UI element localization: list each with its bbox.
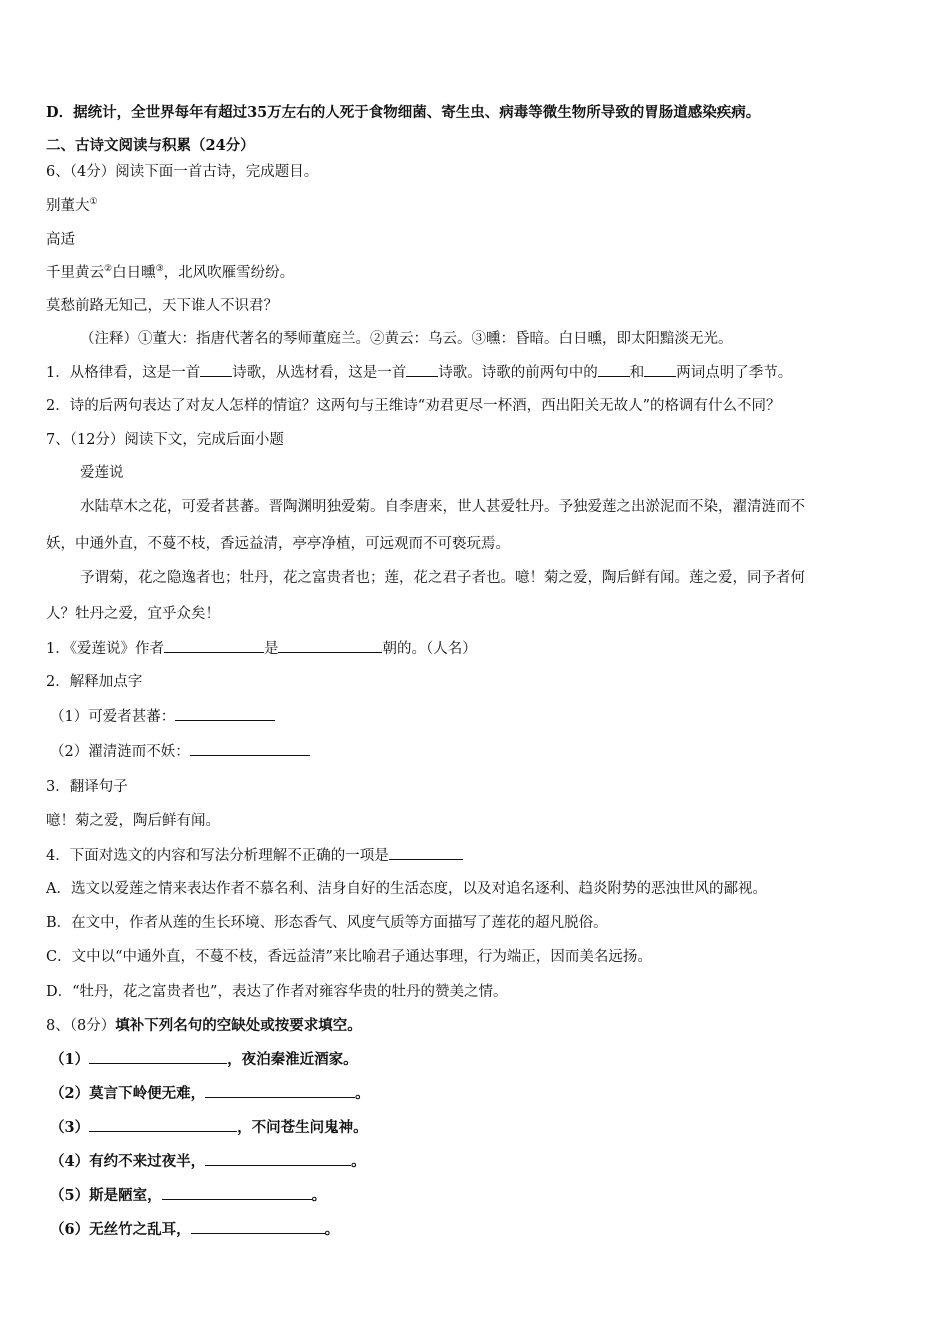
- note-marker: ③: [155, 264, 164, 275]
- question-7-2-1: [50, 706, 910, 727]
- q-text: 。: [351, 1153, 366, 1170]
- question-8: [46, 1016, 910, 1036]
- q-text: （3）: [50, 1119, 90, 1136]
- poem-text: ，北风吹雁雪纷纷。: [163, 265, 295, 281]
- answer-blank[interactable]: [389, 845, 463, 860]
- q-text: ，不问苍生问鬼神。: [237, 1119, 368, 1136]
- answer-blank[interactable]: [164, 638, 264, 653]
- answer-blank[interactable]: [200, 362, 232, 377]
- q-text: ，夜泊秦淮近酒家。: [227, 1051, 358, 1068]
- passage-p2-line2: 人？牡丹之爱，宜乎众矣！: [46, 606, 220, 622]
- answer-blank[interactable]: [205, 1151, 351, 1166]
- poem-text: 千里黄云: [46, 265, 104, 281]
- question-8-1: [50, 1049, 910, 1070]
- q-text: 诗歌，从选材看，这是一首: [232, 365, 407, 381]
- q-text: 。: [324, 1221, 340, 1238]
- poem-line-1: [46, 263, 910, 283]
- question-6-2: 2．诗的后两句表达了对友人怎样的情谊？这两句与王维诗“劝君更尽一杯酒，西出阳关无故人”的格调有什么不同？: [46, 398, 781, 414]
- q-text: 两词点明了季节。: [676, 365, 793, 381]
- passage-p1-line1: 水陆草木之花，可爱者甚蕃。晋陶渊明独爱菊。自李唐来，世人甚爱牡丹。予独爱莲之出淤泥而不染，濯清涟而不: [80, 499, 805, 515]
- question-7-3-sentence: 噫！菊之爱，陶后鲜有闻。: [46, 813, 220, 829]
- q-text: （4）有约不来过夜半，: [50, 1153, 206, 1170]
- poem-text: 白日曛: [112, 265, 156, 281]
- passage-title: 爱莲说: [80, 465, 124, 481]
- answer-blank[interactable]: [190, 741, 310, 756]
- q-text: （6）无丝竹之乱耳，: [50, 1221, 191, 1238]
- q-text: （2）濯清涟而不妖：: [50, 744, 190, 760]
- question-7: 7、（12分）阅读下文，完成后面小题: [46, 432, 284, 448]
- poem-notes: （注释）①董大：指唐代著名的琴师董庭兰。②黄云：乌云。③曛：昏暗。白日曛，即太阳黯淡无光。: [80, 331, 733, 347]
- question-6-1: [46, 362, 910, 383]
- q-text: 是: [263, 641, 279, 657]
- q-text: （1）: [50, 1051, 90, 1068]
- question-7-2: 2．解释加点字: [46, 674, 143, 690]
- question-7-1: [46, 638, 910, 659]
- q-text: 。: [311, 1187, 327, 1204]
- section-heading: 二、古诗文阅读与积累（24分）: [46, 137, 255, 154]
- answer-blank[interactable]: [598, 362, 630, 377]
- q-text: 1．从格律看，这是一首: [46, 365, 201, 381]
- answer-blank[interactable]: [89, 1049, 227, 1064]
- answer-blank[interactable]: [205, 1083, 355, 1098]
- poem-title-text: 别董大: [46, 198, 90, 214]
- option-a: A．选文以爱莲之情来表达作者不慕名利、洁身自好的生活态度，以及对追名逐利、趋炎附势的恶浊世风的鄙视。: [46, 881, 767, 897]
- answer-blank[interactable]: [644, 362, 676, 377]
- note-marker: ①: [89, 197, 98, 208]
- answer-blank[interactable]: [278, 638, 382, 653]
- passage-p1-line2: 妖，中通外直，不蔓不枝，香远益清，亭亭净植，可远观而不可亵玩焉。: [46, 536, 510, 552]
- q-text: 1．《爱莲说》作者: [46, 641, 164, 657]
- poem-author: 高适: [46, 232, 75, 248]
- q-text: （1）可爱者甚蕃：: [50, 709, 176, 725]
- poem-line-2: 莫愁前路无知己，天下谁人不识君？: [46, 298, 278, 314]
- q-text: 诗歌。诗歌的前两句中的: [438, 365, 598, 381]
- q-text: 4．下面对选文的内容和写法分析理解不正确的一项是: [46, 848, 389, 864]
- q-text: 朝的。（人名）: [382, 641, 477, 657]
- option-c: C．文中以“中通外直，不蔓不枝，香远益清”来比喻君子通达事理，行为端正，因而美名远扬。: [46, 949, 652, 965]
- question-7-4: [46, 845, 910, 866]
- q-text: （2）莫言下岭便无难，: [50, 1085, 206, 1102]
- answer-blank[interactable]: [406, 362, 438, 377]
- passage-p2-line1: 予谓菊，花之隐逸者也；牡丹，花之富贵者也；莲，花之君子者也。噫！菊之爱，陶后鲜有闻。莲之爱，同予者何: [80, 570, 805, 586]
- question-8-2: [50, 1083, 910, 1104]
- question-8-3: [50, 1117, 910, 1138]
- option-d: D．据统计，全世界每年有超过35万左右的人死于食物细菌、寄生虫、病毒等微生物所导致的胃肠道感染疾病。: [46, 104, 761, 121]
- q-text: 。: [355, 1085, 370, 1102]
- option-b: B．在文中，作者从莲的生长环境、形态香气、风度气质等方面描写了莲花的超凡脱俗。: [46, 915, 608, 931]
- question-7-2-2: [50, 741, 910, 762]
- answer-blank[interactable]: [191, 1219, 325, 1234]
- question-8-4: [50, 1151, 910, 1172]
- answer-blank[interactable]: [162, 1185, 312, 1200]
- option-d-7: D．“牡丹，花之富贵者也”，表达了作者对雍容华贵的牡丹的赞美之情。: [46, 984, 508, 1000]
- q-text: 填补下列名句的空缺处或按要求填空。: [115, 1017, 362, 1034]
- q-number: 8、（8分）: [46, 1018, 116, 1034]
- q-text: （5）斯是陋室，: [50, 1187, 162, 1204]
- question-7-3: 3．翻译句子: [46, 779, 128, 795]
- question-6: 6、（4分）阅读下面一首古诗，完成题目。: [46, 164, 319, 180]
- question-8-6: [50, 1219, 910, 1240]
- answer-blank[interactable]: [89, 1117, 237, 1132]
- question-8-5: [50, 1185, 910, 1206]
- q-text: 和: [629, 365, 645, 381]
- answer-blank[interactable]: [175, 706, 275, 721]
- note-marker: ②: [104, 264, 113, 275]
- poem-title: [46, 196, 910, 216]
